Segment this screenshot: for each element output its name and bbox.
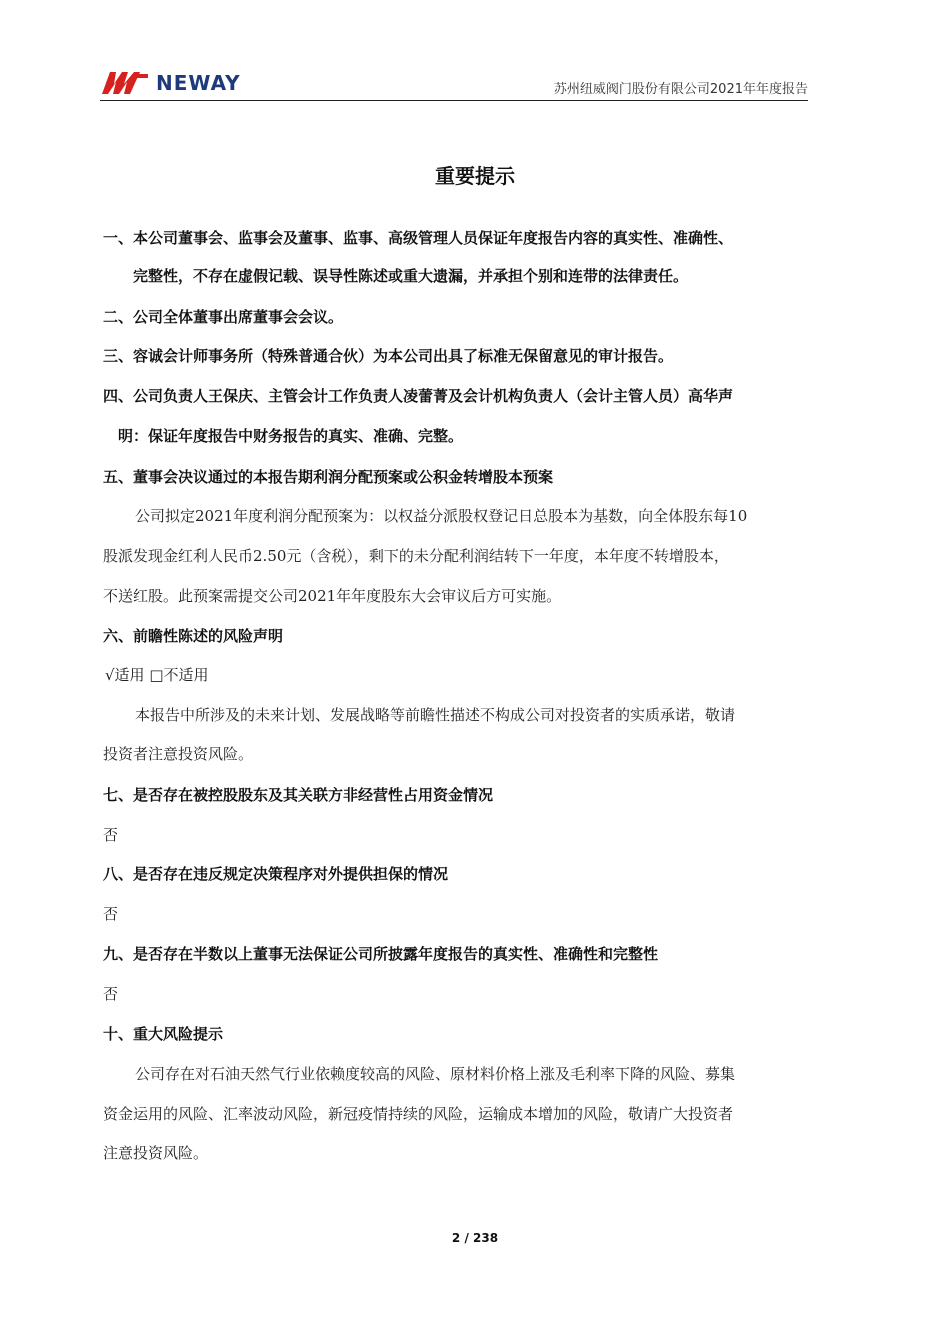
section-9-answer: 否 — [103, 985, 119, 1003]
section-1-line-1: 一、本公司董事会、监事会及董事、监事、高级管理人员保证年度报告内容的真实性、准确性、 — [103, 229, 734, 247]
section-10-para-line-2: 资金运用的风险、汇率波动风险，新冠疫情持续的风险，运输成本增加的风险，敬请广大投资者 — [103, 1105, 734, 1123]
section-5-para-line-1: 公司拟定2021年度利润分配预案为：以权益分派股权登记日总股本为基数，向全体股东每10 — [135, 507, 748, 525]
page-number: 2 / 238 — [451, 1231, 499, 1245]
neway-mark-icon — [100, 70, 150, 96]
section-9-heading: 九、是否存在半数以上董事无法保证公司所披露年度报告的真实性、准确性和完整性 — [103, 945, 659, 963]
applicability-checkbox: √适用 □不适用 — [105, 666, 209, 684]
section-5-para-line-3: 不送红股。此预案需提交公司2021年年度股东大会审议后方可实施。 — [103, 587, 562, 605]
section-2: 二、公司全体董事出席董事会会议。 — [103, 308, 344, 326]
section-8-answer: 否 — [103, 905, 119, 923]
section-7-answer: 否 — [103, 826, 119, 844]
logo-text: NEWAY — [156, 71, 241, 95]
section-4-line-1: 四、公司负责人王保庆、主管会计工作负责人凌蕾菁及会计机构负责人（会计主管人员）高华声 — [103, 387, 734, 405]
section-5-heading: 五、董事会决议通过的本报告期利润分配预案或公积金转增股本预案 — [103, 468, 554, 486]
section-6-para-line-2: 投资者注意投资风险。 — [103, 745, 254, 763]
section-5-para-line-2: 股派发现金红利人民币2.50元（含税），剩下的未分配利润结转下一年度，本年度不转增股本， — [103, 547, 729, 565]
page-title: 重要提示 — [435, 164, 515, 188]
section-10-para-line-1: 公司存在对石油天然气行业依赖度较高的风险、原材料价格上涨及毛利率下降的风险、募集 — [135, 1065, 736, 1083]
section-7-heading: 七、是否存在被控股股东及其关联方非经营性占用资金情况 — [103, 786, 494, 804]
section-8-heading: 八、是否存在违反规定决策程序对外提供担保的情况 — [103, 865, 449, 883]
section-4-line-2: 明：保证年度报告中财务报告的真实、准确、完整。 — [118, 427, 464, 445]
section-6-para-line-1: 本报告中所涉及的未来计划、发展战略等前瞻性描述不构成公司对投资者的实质承诺，敬请 — [135, 706, 736, 724]
section-1-line-2: 完整性，不存在虚假记载、误导性陈述或重大遗漏，并承担个别和连带的法律责任。 — [133, 267, 689, 285]
section-6-heading: 六、前瞻性陈述的风险声明 — [103, 627, 284, 645]
section-3: 三、容诚会计师事务所（特殊普通合伙）为本公司出具了标准无保留意见的审计报告。 — [103, 347, 674, 365]
section-10-heading: 十、重大风险提示 — [103, 1025, 224, 1043]
document-title: 苏州纽威阀门股份有限公司2021年年度报告 — [553, 82, 808, 97]
section-10-para-line-3: 注意投资风险。 — [103, 1144, 209, 1162]
page-header — [100, 68, 808, 101]
company-logo — [100, 68, 241, 98]
